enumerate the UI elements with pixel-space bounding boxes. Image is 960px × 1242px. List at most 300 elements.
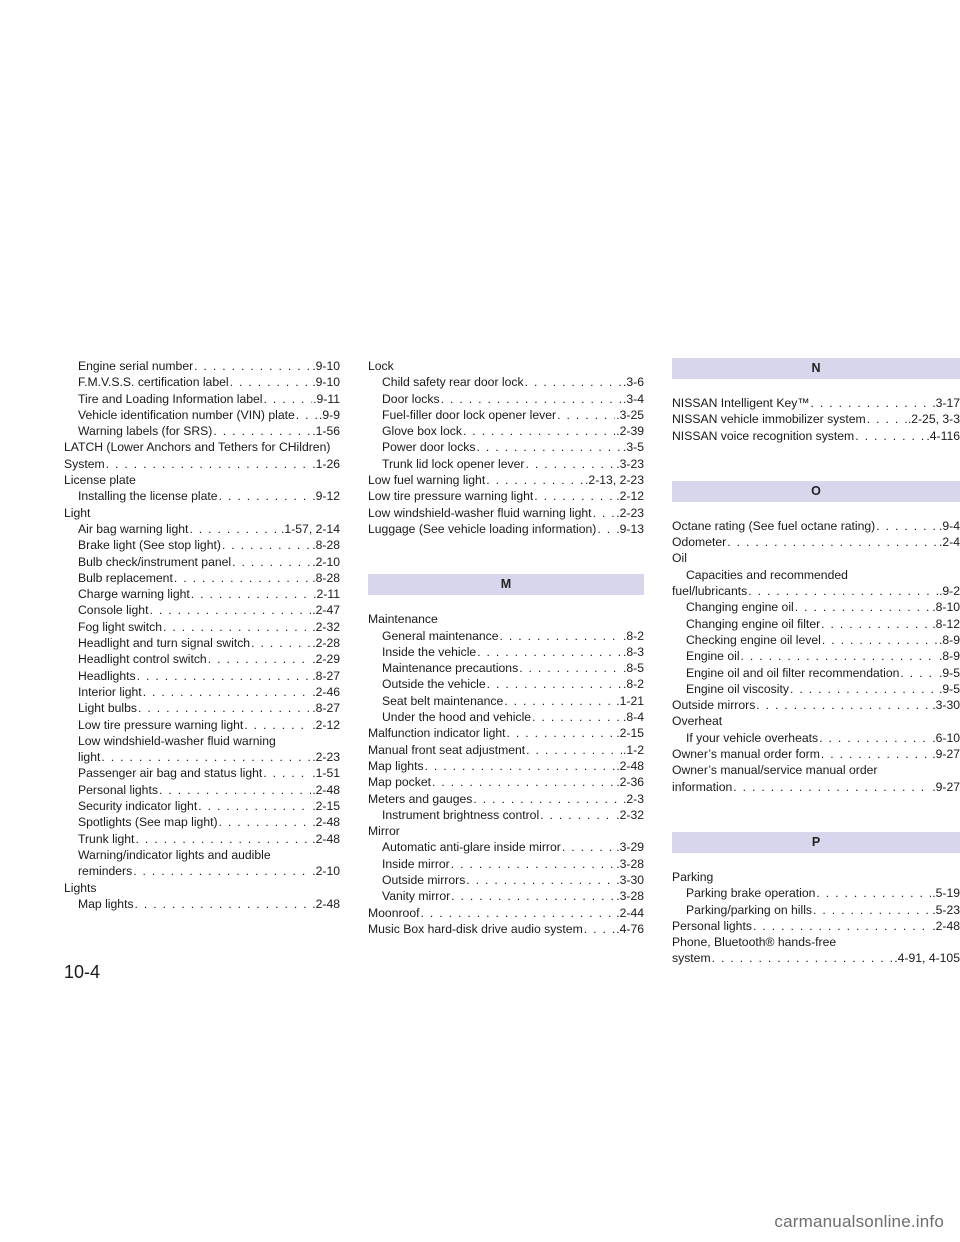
- index-entry: [64, 635, 340, 651]
- index-entry-page: .5-23: [932, 902, 960, 917]
- index-entry-page: .1-57, 2-14: [281, 521, 340, 536]
- dot-leader: [191, 586, 312, 602]
- index-entry-page: .2-10: [312, 554, 340, 569]
- dot-leader: [562, 839, 615, 855]
- index-entry-page: .2-10: [312, 864, 340, 879]
- index-entry: [368, 742, 644, 758]
- index-entry-page: .2-3: [622, 791, 644, 806]
- dot-leader: [251, 635, 311, 651]
- index-entry-page: .2-28: [312, 636, 340, 651]
- dot-leader: [476, 439, 622, 455]
- index-entry-page: .1-26: [312, 456, 340, 471]
- index-entry-page: .3-28: [616, 889, 644, 904]
- index-entry-term: System: [64, 456, 105, 471]
- index-entry-term: Bulb replacement: [78, 570, 173, 585]
- dot-leader: [425, 758, 616, 774]
- index-entry: [672, 681, 960, 697]
- index-entry: [672, 779, 960, 795]
- index-entry: [368, 725, 644, 741]
- dot-leader: [149, 602, 311, 618]
- index-entry-term: NISSAN voice recognition system: [672, 428, 855, 443]
- index-entry-term: Parking brake operation: [686, 886, 816, 901]
- dot-leader: [900, 665, 938, 681]
- index-heading: Lights: [64, 880, 97, 895]
- index-entry-term: Engine oil viscosity: [686, 681, 789, 696]
- index-entry-page: .3-29: [616, 840, 644, 855]
- dot-leader: [487, 676, 622, 692]
- index-entry-term: Music Box hard-disk drive audio system: [368, 921, 583, 936]
- index-entry-term: Meters and gauges: [368, 791, 473, 806]
- index-entry-page: .8-10: [932, 600, 960, 615]
- dot-leader: [244, 717, 311, 733]
- index-entry-term: Outside the vehicle: [382, 677, 486, 692]
- index-entry: [368, 774, 644, 790]
- dot-leader: [463, 423, 615, 439]
- index-entry: [64, 407, 340, 423]
- index-column-right: [672, 358, 960, 967]
- dot-leader: [135, 831, 311, 847]
- dot-leader: [143, 684, 312, 700]
- dot-leader: [712, 950, 894, 966]
- index-entry: [64, 896, 340, 912]
- index-entry: [64, 456, 340, 472]
- index-entry-page: .8-28: [312, 538, 340, 553]
- index-entry: [368, 488, 644, 504]
- index-entry: [672, 697, 960, 713]
- index-entry-page: .9-10: [312, 375, 340, 390]
- index-entry: [64, 863, 340, 879]
- index-entry: [672, 518, 960, 534]
- index-entry: [672, 616, 960, 632]
- index-entry: [368, 839, 644, 855]
- dot-leader: [208, 651, 312, 667]
- index-entry-page: .8-2: [622, 677, 644, 692]
- dot-leader: [473, 791, 622, 807]
- dot-leader: [519, 660, 622, 676]
- index-entry: [672, 534, 960, 550]
- dot-leader: [441, 391, 622, 407]
- index-entry-page: .2-12: [312, 717, 340, 732]
- index-entry-page: .9-4: [938, 518, 960, 533]
- dot-leader: [525, 374, 622, 390]
- index-entry-page: .3-23: [616, 456, 644, 471]
- dot-leader: [451, 888, 615, 904]
- index-entry-page: .2-32: [616, 807, 644, 822]
- index-entry-page: .8-9: [938, 649, 960, 664]
- index-entry: [64, 554, 340, 570]
- index-entry-term: Map pocket: [368, 775, 432, 790]
- index-entry-term: Fog light switch: [78, 619, 162, 634]
- index-entry-page: .3-17: [932, 396, 960, 410]
- index-entry-term: Power door locks: [382, 440, 476, 455]
- index-entry: [64, 537, 340, 553]
- dot-leader: [532, 709, 622, 725]
- index-heading: Oil: [672, 551, 687, 566]
- index-entry-page: .1-2: [622, 742, 644, 757]
- index-entry-page: .3-6: [622, 375, 644, 390]
- dot-leader: [222, 537, 311, 553]
- index-entry-page: .9-12: [312, 489, 340, 504]
- dot-leader: [421, 905, 616, 921]
- index-entry-page: .2-47: [312, 603, 340, 618]
- dot-leader: [101, 749, 311, 765]
- index-entry-term: NISSAN Intelligent Key™: [672, 396, 810, 410]
- dot-leader: [733, 779, 931, 795]
- dot-leader: [106, 456, 312, 472]
- index-entry-page: .2-23: [616, 505, 644, 520]
- index-entry: [64, 586, 340, 602]
- section-spacer: [368, 537, 644, 574]
- index-entry-term: If your vehicle overheats: [686, 730, 819, 745]
- dot-leader: [507, 725, 616, 741]
- index-entry-page: .2-12: [616, 489, 644, 504]
- index-entry: [672, 395, 960, 411]
- index-entry: [672, 632, 960, 648]
- index-entry-term: information: [672, 779, 733, 794]
- dot-leader: [593, 505, 616, 521]
- index-entry-term: Door locks: [382, 391, 440, 406]
- dot-leader: [526, 742, 622, 758]
- index-entry: [64, 782, 340, 798]
- index-entry-term: Outside mirrors: [382, 873, 466, 888]
- index-entry: [368, 676, 644, 692]
- index-entry-term: Console light: [78, 603, 149, 618]
- index-heading: Capacities and recommended: [686, 567, 848, 582]
- dot-leader: [597, 521, 615, 537]
- index-entry-page: .9-5: [938, 665, 960, 680]
- section-spacer: [672, 379, 960, 395]
- dot-leader: [525, 456, 615, 472]
- index-entry-page: .4-116: [926, 428, 960, 443]
- dot-leader: [198, 798, 311, 814]
- index-entry: [368, 628, 644, 644]
- index-entry-term: Changing engine oil: [686, 600, 794, 615]
- index-entry-page: .2-11: [313, 587, 340, 602]
- index-entry-term: Moonroof: [368, 905, 420, 920]
- dot-leader: [189, 521, 280, 537]
- index-entry-page: .8-28: [312, 570, 340, 585]
- index-entry-page: .8-9: [938, 632, 960, 647]
- index-heading: Maintenance: [368, 612, 438, 627]
- index-entry-term: Bulb check/instrument panel: [78, 554, 232, 569]
- index-entry: [368, 758, 644, 774]
- index-entry: [672, 885, 960, 901]
- dot-leader: [137, 668, 312, 684]
- index-entry-term: Under the hood and vehicle: [382, 710, 532, 725]
- index-entry-term: Checking engine oil level: [686, 632, 821, 647]
- dot-leader: [486, 472, 584, 488]
- index-entry: [368, 856, 644, 872]
- dot-leader: [174, 570, 311, 586]
- index-entry: [368, 693, 644, 709]
- index-entry-term: Brake light (See stop light): [78, 538, 221, 553]
- dot-leader: [540, 807, 615, 823]
- index-entry-page: .8-27: [312, 668, 340, 683]
- dot-leader: [867, 411, 907, 427]
- index-entry-term: Personal lights: [78, 782, 158, 797]
- index-entry-term: Low tire pressure warning light: [78, 717, 244, 732]
- index-entry-term: reminders: [78, 864, 133, 879]
- dot-leader: [821, 616, 931, 632]
- index-entry-page: .9-11: [313, 391, 340, 406]
- index-entry: [64, 488, 340, 504]
- index-entry-page: .2-48: [312, 831, 340, 846]
- index-entry: [64, 423, 340, 439]
- index-entry-page: .2-15: [312, 799, 340, 814]
- index-entry: [672, 428, 960, 444]
- index-entry: [64, 717, 340, 733]
- index-entry-term: Child safety rear door lock: [382, 375, 524, 390]
- index-heading: LATCH (Lower Anchors and Tethers for CHildren): [64, 440, 331, 455]
- index-entry-page: .3-30: [932, 698, 960, 713]
- index-entry: [672, 730, 960, 746]
- index-entry: [672, 746, 960, 762]
- dot-leader: [534, 488, 615, 504]
- index-entry-term: Odometer: [672, 535, 727, 550]
- index-entry-page: .9-27: [932, 779, 960, 794]
- index-entry-term: Charge warning light: [78, 587, 190, 602]
- index-entry-term: Low tire pressure warning light: [368, 489, 534, 504]
- dot-leader: [753, 918, 931, 934]
- dot-leader: [477, 644, 622, 660]
- index-entry: [64, 684, 340, 700]
- index-entry-term: Headlights: [78, 668, 136, 683]
- dot-leader: [584, 921, 616, 937]
- dot-leader: [219, 814, 312, 830]
- dot-leader: [138, 700, 311, 716]
- index-entry: [368, 791, 644, 807]
- index-entry: [368, 456, 644, 472]
- section-header-m: M: [368, 574, 644, 595]
- index-entry-term: Manual front seat adjustment: [368, 742, 526, 757]
- dot-leader: [756, 697, 931, 713]
- dot-leader: [811, 395, 932, 411]
- index-entry-term: Low windshield-washer fluid warning light: [368, 505, 592, 520]
- index-entry-page: .2-48: [312, 896, 340, 911]
- index-entry-page: .3-30: [616, 873, 644, 888]
- index-entry-term: Vehicle identification number (VIN) plate: [78, 407, 295, 422]
- index-entry: [64, 798, 340, 814]
- index-heading: Warning/indicator lights and audible: [78, 847, 271, 862]
- index-entry: [368, 888, 644, 904]
- index-entry-page: .2-48: [932, 918, 960, 933]
- index-entry-page: .3-5: [622, 440, 644, 455]
- index-entry-term: Map lights: [78, 896, 134, 911]
- index-heading: Overheat: [672, 714, 723, 729]
- index-entry: [368, 921, 644, 937]
- index-entry-page: .2-48: [312, 815, 340, 830]
- index-entry: [368, 872, 644, 888]
- index-heading: Lock: [368, 359, 394, 373]
- index-entry-page: .1-51: [312, 766, 340, 781]
- dot-leader: [264, 391, 313, 407]
- dot-leader: [466, 872, 615, 888]
- index-entry: [368, 472, 644, 488]
- index-entry-page: .2-15: [616, 726, 644, 741]
- section-header-p: P: [672, 832, 960, 853]
- index-entry-term: Spotlights (See map light): [78, 815, 218, 830]
- dot-leader: [432, 774, 615, 790]
- index-entry-term: Engine oil and oil filter recommendation: [686, 665, 900, 680]
- index-entry: [64, 765, 340, 781]
- index-entry-page: .9-5: [938, 681, 960, 696]
- index-entry-term: Warning labels (for SRS): [78, 424, 213, 439]
- index-entry-term: Outside mirrors: [672, 698, 756, 713]
- index-entry: [64, 668, 340, 684]
- index-entry: [64, 831, 340, 847]
- index-entry: [368, 505, 644, 521]
- index-entry-page: .2-39: [616, 424, 644, 439]
- section-header-o: O: [672, 481, 960, 502]
- index-column-left: [64, 358, 340, 912]
- dot-leader: [194, 358, 311, 374]
- index-entry-term: Automatic anti-glare inside mirror: [382, 840, 561, 855]
- dot-leader: [219, 488, 312, 504]
- index-heading: Mirror: [368, 824, 400, 839]
- index-entry: [672, 411, 960, 427]
- dot-leader: [819, 730, 931, 746]
- index-entry-term: Personal lights: [672, 918, 752, 933]
- index-entry: [368, 709, 644, 725]
- index-entry-page: .2-46: [312, 684, 340, 699]
- index-entry-term: Map lights: [368, 758, 424, 773]
- page-number: 10-4: [64, 962, 101, 982]
- index-heading: Light: [64, 505, 91, 520]
- index-entry-term: Interior light: [78, 684, 142, 699]
- index-heading: Phone, Bluetooth® hands-free: [672, 935, 837, 950]
- index-entry-term: Owner’s manual order form: [672, 747, 820, 762]
- dot-leader: [504, 693, 615, 709]
- index-heading: Owner’s manual/service manual order: [672, 763, 878, 778]
- index-entry-term: fuel/lubricants: [672, 584, 748, 599]
- dot-leader: [748, 583, 938, 599]
- dot-leader: [500, 628, 622, 644]
- dot-leader: [741, 648, 938, 664]
- index-entry-term: Vanity mirror: [382, 889, 451, 904]
- index-entry-page: .8-27: [312, 701, 340, 716]
- index-entry-page: .8-2: [622, 628, 644, 643]
- index-entry-page: .2-36: [616, 775, 644, 790]
- index-entry: [368, 521, 644, 537]
- dot-leader: [790, 681, 938, 697]
- index-entry-term: Fuel-filler door lock opener lever: [382, 407, 557, 422]
- dot-leader: [135, 896, 312, 912]
- index-entry-page: .2-25, 3-3: [907, 412, 960, 427]
- index-entry: [64, 391, 340, 407]
- index-entry: [64, 749, 340, 765]
- index-entry-term: Parking/parking on hills: [686, 902, 813, 917]
- dot-leader: [159, 782, 311, 798]
- index-entry-term: Maintenance precautions: [382, 661, 519, 676]
- section-spacer: [672, 502, 960, 518]
- dot-leader: [727, 534, 938, 550]
- dot-leader: [163, 619, 311, 635]
- index-entry-term: Trunk lid lock opener lever: [382, 456, 525, 471]
- index-entry-term: Security indicator light: [78, 799, 198, 814]
- index-entry: [368, 644, 644, 660]
- index-entry-term: Engine serial number: [78, 359, 194, 373]
- index-entry-page: .9-13: [616, 521, 644, 536]
- index-entry-term: light: [78, 750, 101, 765]
- index-entry-term: Engine oil: [686, 649, 740, 664]
- section-spacer: [672, 444, 960, 481]
- index-entry: [64, 374, 340, 390]
- index-entry-term: Inside the vehicle: [382, 644, 477, 659]
- index-entry-term: Headlight and turn signal switch: [78, 636, 251, 651]
- dot-leader: [822, 632, 938, 648]
- index-entry-page: .9-2: [938, 584, 960, 599]
- index-entry-page: .3-28: [616, 856, 644, 871]
- index-entry-page: .8-3: [622, 644, 644, 659]
- dot-leader: [876, 518, 938, 534]
- index-entry: [64, 814, 340, 830]
- index-entry-term: Trunk light: [78, 831, 135, 846]
- index-entry: [64, 358, 340, 374]
- dot-leader: [855, 428, 925, 444]
- index-entry: [672, 648, 960, 664]
- watermark-text: carmanualsonline.info: [774, 1212, 944, 1231]
- index-entry-term: Headlight control switch: [78, 652, 207, 667]
- dot-leader: [296, 407, 318, 423]
- index-entry: [672, 902, 960, 918]
- index-entry-page: .5-19: [932, 886, 960, 901]
- dot-leader: [816, 885, 931, 901]
- index-entry: [672, 599, 960, 615]
- dot-leader: [230, 374, 312, 390]
- index-entry: [672, 583, 960, 599]
- index-entry-page: .2-29: [312, 652, 340, 667]
- index-entry-term: Light bulbs: [78, 701, 137, 716]
- index-entry-page: .3-25: [616, 407, 644, 422]
- index-entry: [368, 905, 644, 921]
- index-entry: [368, 660, 644, 676]
- index-entry-page: .4-76: [616, 921, 644, 936]
- dot-leader: [795, 599, 931, 615]
- index-heading: License plate: [64, 473, 136, 488]
- index-entry-term: Installing the license plate: [78, 489, 218, 504]
- index-entry: [368, 374, 644, 390]
- index-entry: [64, 521, 340, 537]
- index-entry-term: General maintenance: [382, 628, 499, 643]
- section-spacer: [672, 853, 960, 869]
- dot-leader: [213, 423, 311, 439]
- index-entry: [64, 619, 340, 635]
- dot-leader: [557, 407, 615, 423]
- index-entry: [368, 807, 644, 823]
- dot-leader: [451, 856, 615, 872]
- index-entry-term: Inside mirror: [382, 856, 450, 871]
- index-entry-page: .2-48: [312, 782, 340, 797]
- dot-leader: [133, 863, 311, 879]
- index-entry-page: .2-4: [938, 535, 960, 550]
- index-entry: [368, 423, 644, 439]
- index-entry-page: .8-4: [622, 710, 644, 725]
- index-entry-page: .8-5: [622, 661, 644, 676]
- index-entry: [368, 439, 644, 455]
- index-entry-page: .2-48: [616, 758, 644, 773]
- index-entry-term: Seat belt maintenance: [382, 693, 504, 708]
- index-entry-page: .2-23: [312, 750, 340, 765]
- dot-leader: [263, 765, 311, 781]
- index-entry-page: .2-44: [616, 905, 644, 920]
- section-spacer: [672, 795, 960, 832]
- index-entry: [368, 391, 644, 407]
- index-entry: [64, 602, 340, 618]
- index-heading: Low windshield-washer fluid warning: [78, 733, 276, 748]
- dot-leader: [821, 746, 931, 762]
- index-entry: [672, 665, 960, 681]
- index-entry-term: Air bag warning light: [78, 521, 189, 536]
